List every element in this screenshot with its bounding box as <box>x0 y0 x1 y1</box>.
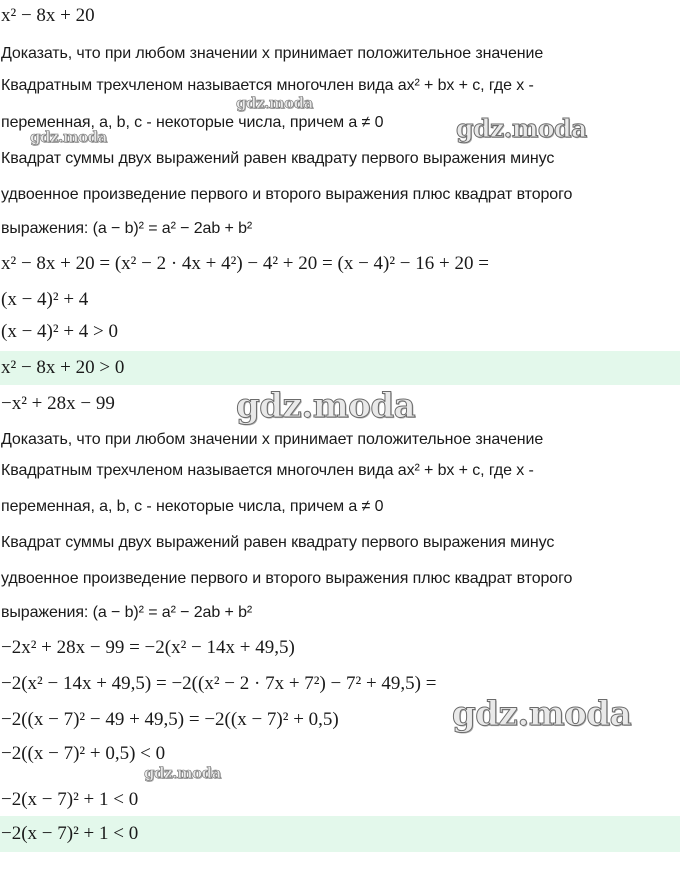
task2-answer: −2(x − 7)² + 1 < 0 <box>0 816 680 852</box>
task1-answer: x² − 8x + 20 > 0 <box>0 351 680 385</box>
task1-rule-line3: выражения: (a − b)² = a² − 2ab + b² <box>1 220 253 237</box>
watermark-logo: gdz.moda <box>144 764 221 782</box>
task2-rule-line3: выражения: (a − b)² = a² − 2ab + b² <box>1 604 253 621</box>
task1-rule-line2: удвоенное произведение первого и второго выражения плюс квадрат второго <box>1 186 573 203</box>
watermark-logo: gdz.moda <box>456 114 587 143</box>
task2-expression: −x² + 28x − 99 <box>1 393 115 414</box>
task1-definition-line1: Квадратным трехчленом называется многочлен вида ax² + bx + c, где x - <box>1 77 534 94</box>
task2-rule-line2: удвоенное произведение первого и второго выражения плюс квадрат второго <box>1 570 573 587</box>
task1-rule-line1: Квадрат суммы двух выражений равен квадрату первого выражения минус <box>1 150 555 167</box>
task2-definition-line1: Квадратным трехчленом называется многочлен вида ax² + bx + c, где x - <box>1 462 534 479</box>
task2-prove-statement: Доказать, что при любом значении x принимает положительное значение <box>1 431 544 448</box>
task1-expression: x² − 8x + 20 <box>1 5 95 26</box>
task1-step3: (x − 4)² + 4 > 0 <box>1 321 118 342</box>
task1-prove-statement: Доказать, что при любом значении x принимает положительное значение <box>1 45 544 62</box>
task1-definition-line2: переменная, a, b, c - некоторые числа, причем a ≠ 0 <box>1 114 384 131</box>
watermark-logo: gdz.moda <box>236 94 313 112</box>
watermark-logo: gdz.moda <box>236 386 416 426</box>
task2-step3: −2((x − 7)² − 49 + 49,5) = −2((x − 7)² + 0,5) <box>1 709 339 730</box>
task2-step5: −2(x − 7)² + 1 < 0 <box>1 789 139 810</box>
task2-definition-line2: переменная, a, b, c - некоторые числа, причем a ≠ 0 <box>1 498 384 515</box>
watermark-logo: gdz.moda <box>452 694 632 734</box>
watermark-logo: gdz.moda <box>30 128 107 146</box>
task1-step2: (x − 4)² + 4 <box>1 289 89 310</box>
task2-step4: −2((x − 7)² + 0,5) < 0 <box>1 743 166 764</box>
task2-step1: −2x² + 28x − 99 = −2(x² − 14x + 49,5) <box>1 637 295 658</box>
task2-step2: −2(x² − 14x + 49,5) = −2((x² − 2 · 7x + 7²) − 7² + 49,5) = <box>1 673 437 694</box>
task1-step1: x² − 8x + 20 = (x² − 2 · 4x + 4²) − 4² + 20 = (x − 4)² − 16 + 20 = <box>1 253 489 274</box>
task2-rule-line1: Квадрат суммы двух выражений равен квадрату первого выражения минус <box>1 534 555 551</box>
